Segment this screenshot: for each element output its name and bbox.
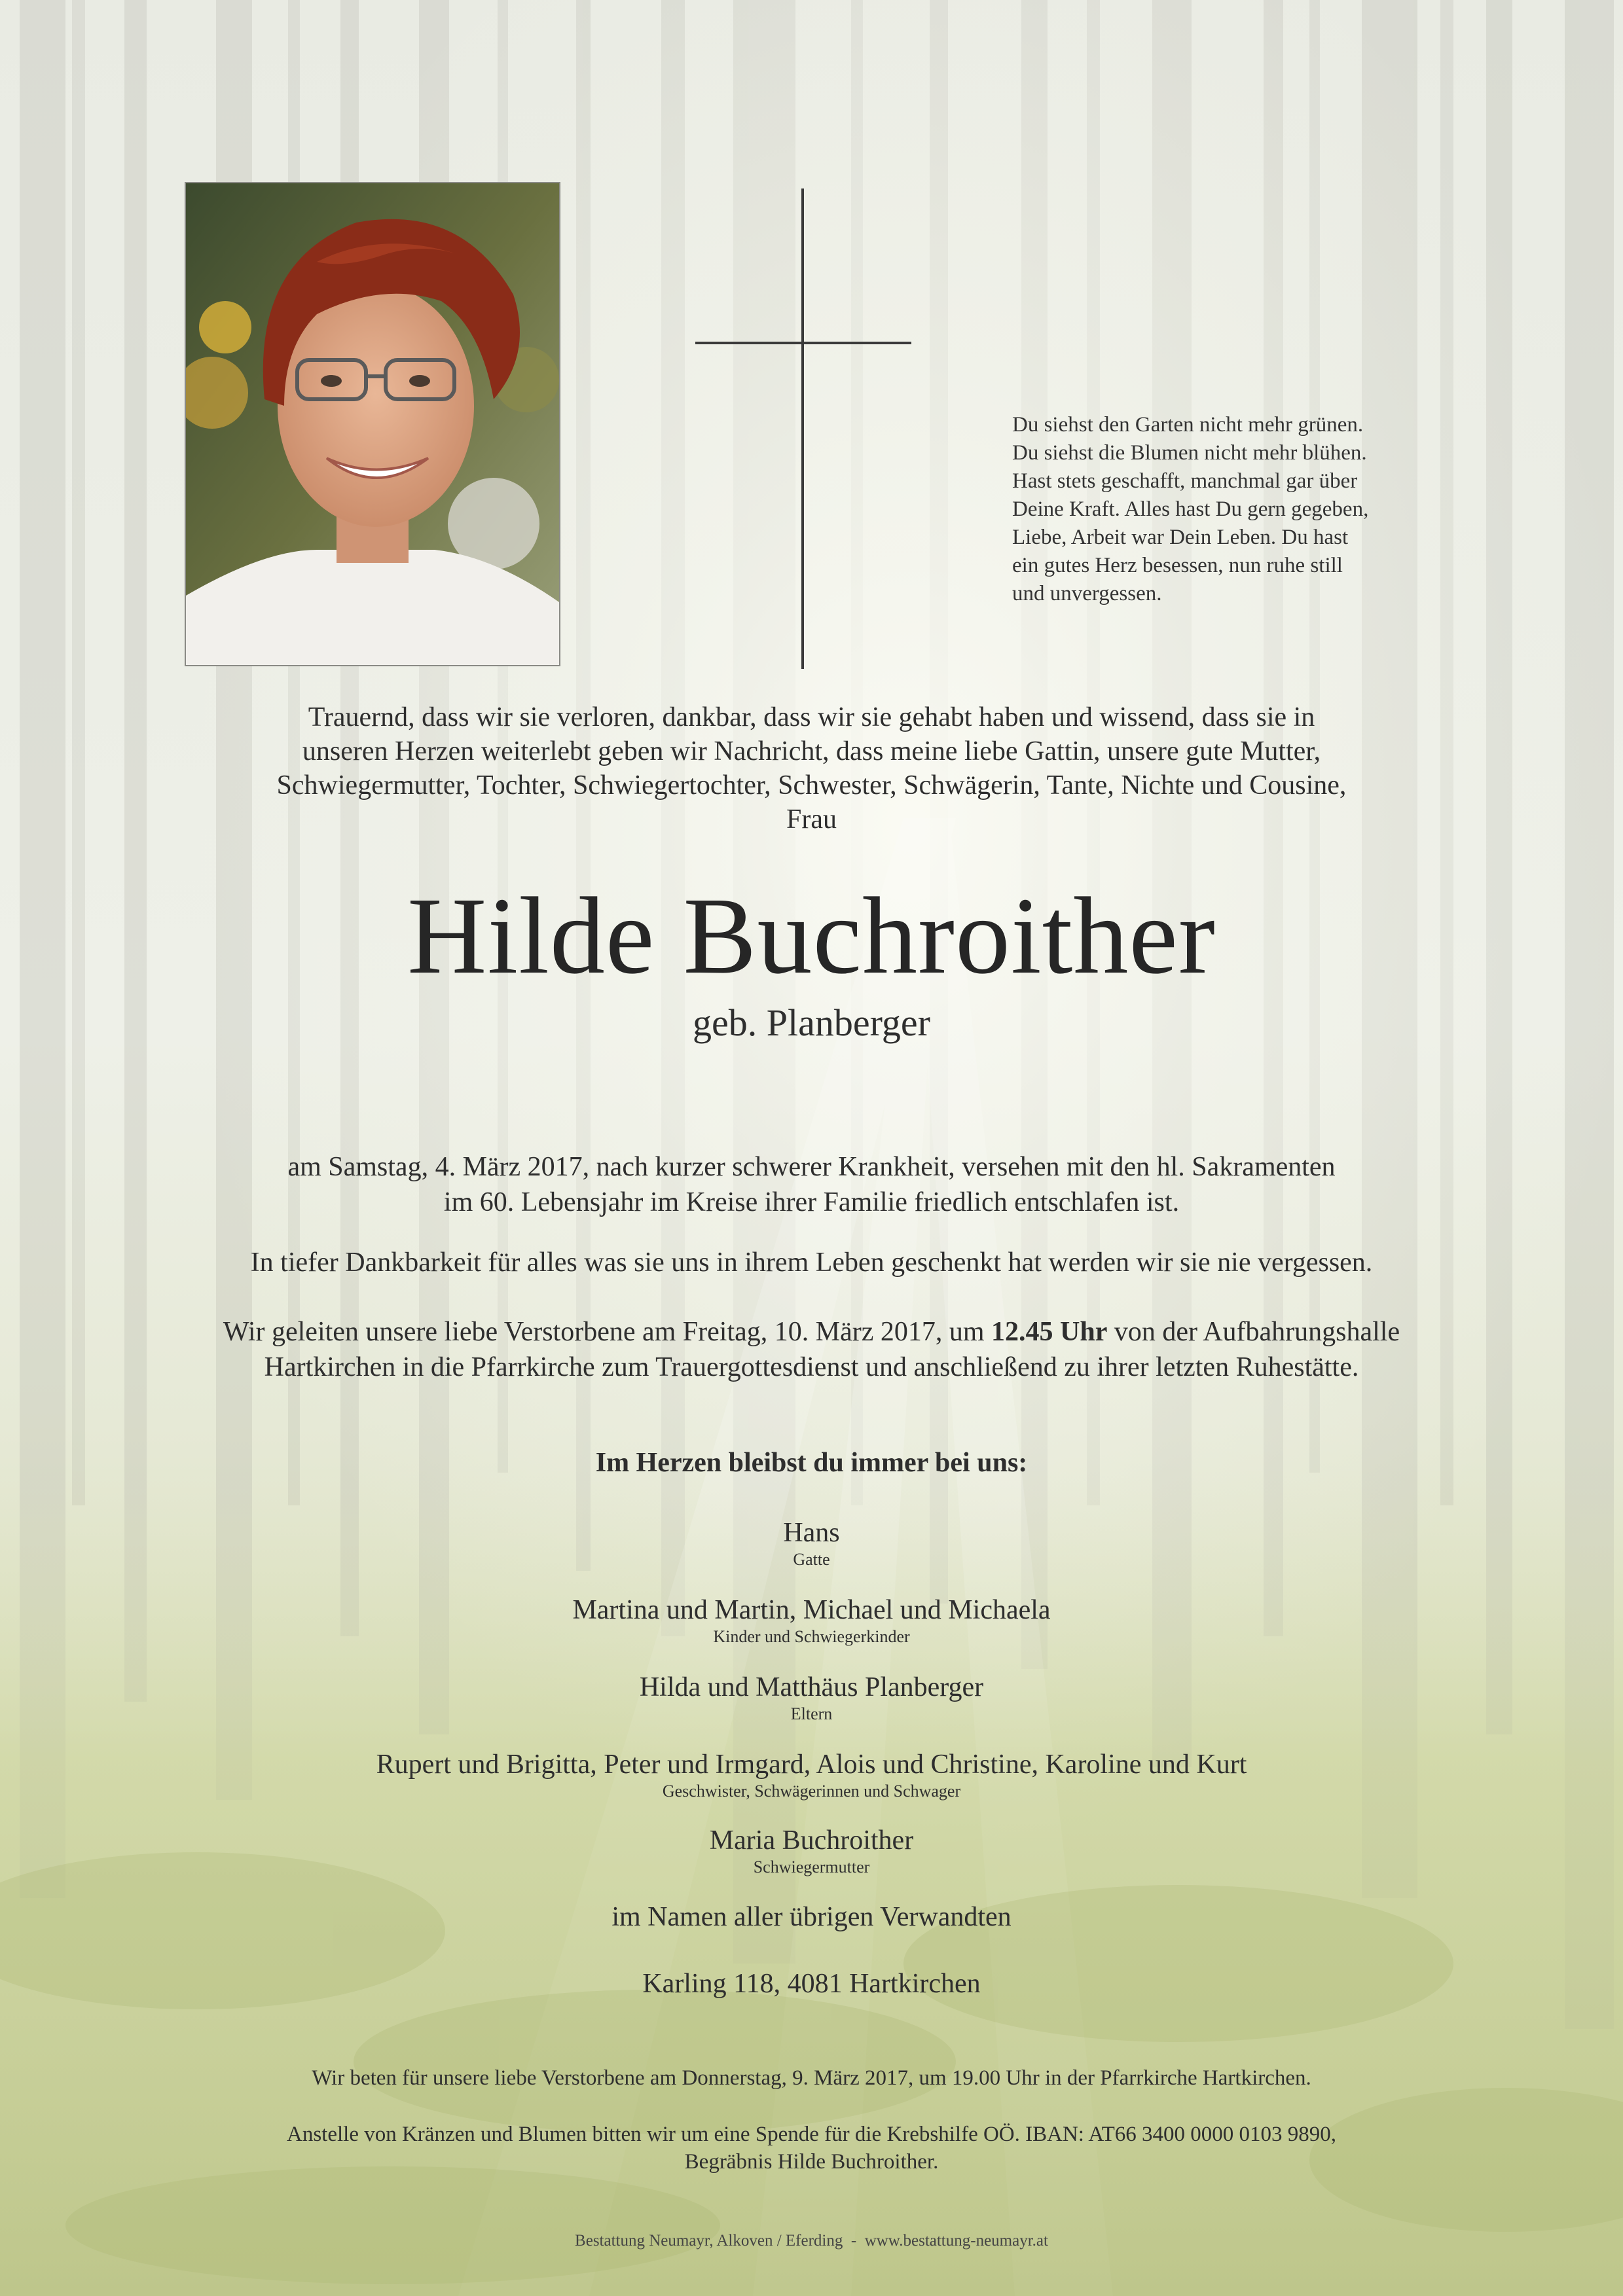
cross-horizontal-bar [695, 342, 911, 344]
poem [1012, 411, 1470, 608]
donation-notice [79, 2121, 1544, 2176]
maiden-name: geb. Planberger [693, 1001, 930, 1044]
cross-vertical-bar [801, 188, 804, 669]
mourner-relation: Eltern [790, 1704, 833, 1723]
donation-line: Anstelle von Kränzen und Blumen bitten wir um eine Spende für die Krebshilfe OÖ. IBAN: AT66 3400 0000 0103 9890, [287, 2123, 1336, 2146]
mourner-entry [79, 1593, 1544, 1647]
mourner-relation: Gatte [793, 1550, 830, 1569]
funeral-line-2: Hartkirchen in die Pfarrkirche zum Trauergottesdienst und anschließend zu ihrer letzten Ruhestätte. [264, 1352, 1359, 1382]
mourners-heading: Im Herzen bleibst du immer bei uns: [595, 1448, 1028, 1478]
poem-line: Du siehst den Garten nicht mehr grünen. [1012, 413, 1364, 437]
death-notice [79, 1149, 1544, 1220]
funeral-text [79, 1314, 1544, 1385]
mourner-names: Hans [783, 1518, 840, 1548]
intro-line: Trauernd, dass wir sie verloren, dankbar, dass wir sie gehabt haben und wissend, dass sie in [308, 702, 1315, 732]
gratitude-text: In tiefer Dankbarkeit für alles was sie uns in ihrem Leben geschenkt hat werden wir sie nie vergessen. [250, 1247, 1373, 1278]
funeral-line-1-end: von der Aufbahrungshalle [1107, 1317, 1400, 1347]
intro-line: Schwiegermutter, Tochter, Schwiegertochter, Schwester, Schwägerin, Tante, Nichte und Cousine, [276, 770, 1347, 800]
death-notice-line: im 60. Lebensjahr im Kreise ihrer Familie friedlich entschlafen ist. [443, 1187, 1180, 1217]
funeral-line-1 [79, 1314, 1544, 1350]
funeral-line-1-start: Wir geleiten unsere liebe Verstorbene am Freitag, 10. März 2017, um [223, 1317, 992, 1347]
deceased-name: Hilde Buchroither [407, 875, 1216, 997]
prayer-notice: Wir beten für unsere liebe Verstorbene am Donnerstag, 9. März 2017, um 19.00 Uhr in der Pfarrkirche Hartkirchen. [312, 2066, 1311, 2090]
mourner-entry [79, 1670, 1544, 1724]
mourner-relation: Schwiegermutter [753, 1857, 870, 1876]
footer-credit: Bestattung Neumayr, Alkoven / Eferding - www.bestattung-neumayr.at [575, 2232, 1048, 2250]
intro-line: Frau [786, 804, 837, 834]
mourner-names: Maria Buchroither [709, 1825, 914, 1856]
mourner-names: Hilda und Matthäus Planberger [639, 1672, 984, 1702]
donation-line: Begräbnis Hilde Buchroither. [684, 2150, 939, 2174]
poem-line: Liebe, Arbeit war Dein Leben. Du hast [1012, 526, 1349, 549]
funeral-time: 12.45 Uhr [991, 1317, 1108, 1347]
mourner-relation: Geschwister, Schwägerinnen und Schwager [662, 1782, 961, 1801]
mourner-entry [79, 1748, 1544, 1801]
mourner-entry [79, 1516, 1544, 1570]
mourner-names: Rupert und Brigitta, Peter und Irmgard, Alois und Christine, Karoline und Kurt [376, 1749, 1247, 1780]
poem-line: ein gutes Herz besessen, nun ruhe still [1012, 554, 1343, 577]
mourner-entry [79, 1823, 1544, 1877]
address: Karling 118, 4081 Hartkirchen [642, 1969, 981, 1999]
mourner-relation: Kinder und Schwiegerkinder [713, 1627, 910, 1646]
on-behalf-text: im Namen aller übrigen Verwandten [611, 1902, 1012, 1932]
death-notice-line: am Samstag, 4. März 2017, nach kurzer schwerer Krankheit, versehen mit den hl. Sakramenten [287, 1152, 1336, 1182]
portrait-photo [185, 182, 560, 666]
poem-line: Hast stets geschafft, manchmal gar über [1012, 469, 1358, 493]
intro-line: unseren Herzen weiterlebt geben wir Nachricht, dass meine liebe Gattin, unsere gute Mutter, [302, 736, 1321, 766]
poem-line: und unvergessen. [1012, 582, 1162, 605]
intro-text [79, 700, 1544, 836]
poem-line: Du siehst die Blumen nicht mehr blühen. [1012, 441, 1367, 465]
poem-line: Deine Kraft. Alles hast Du gern gegeben, [1012, 497, 1369, 521]
mourner-names: Martina und Martin, Michael und Michaela [572, 1595, 1051, 1625]
